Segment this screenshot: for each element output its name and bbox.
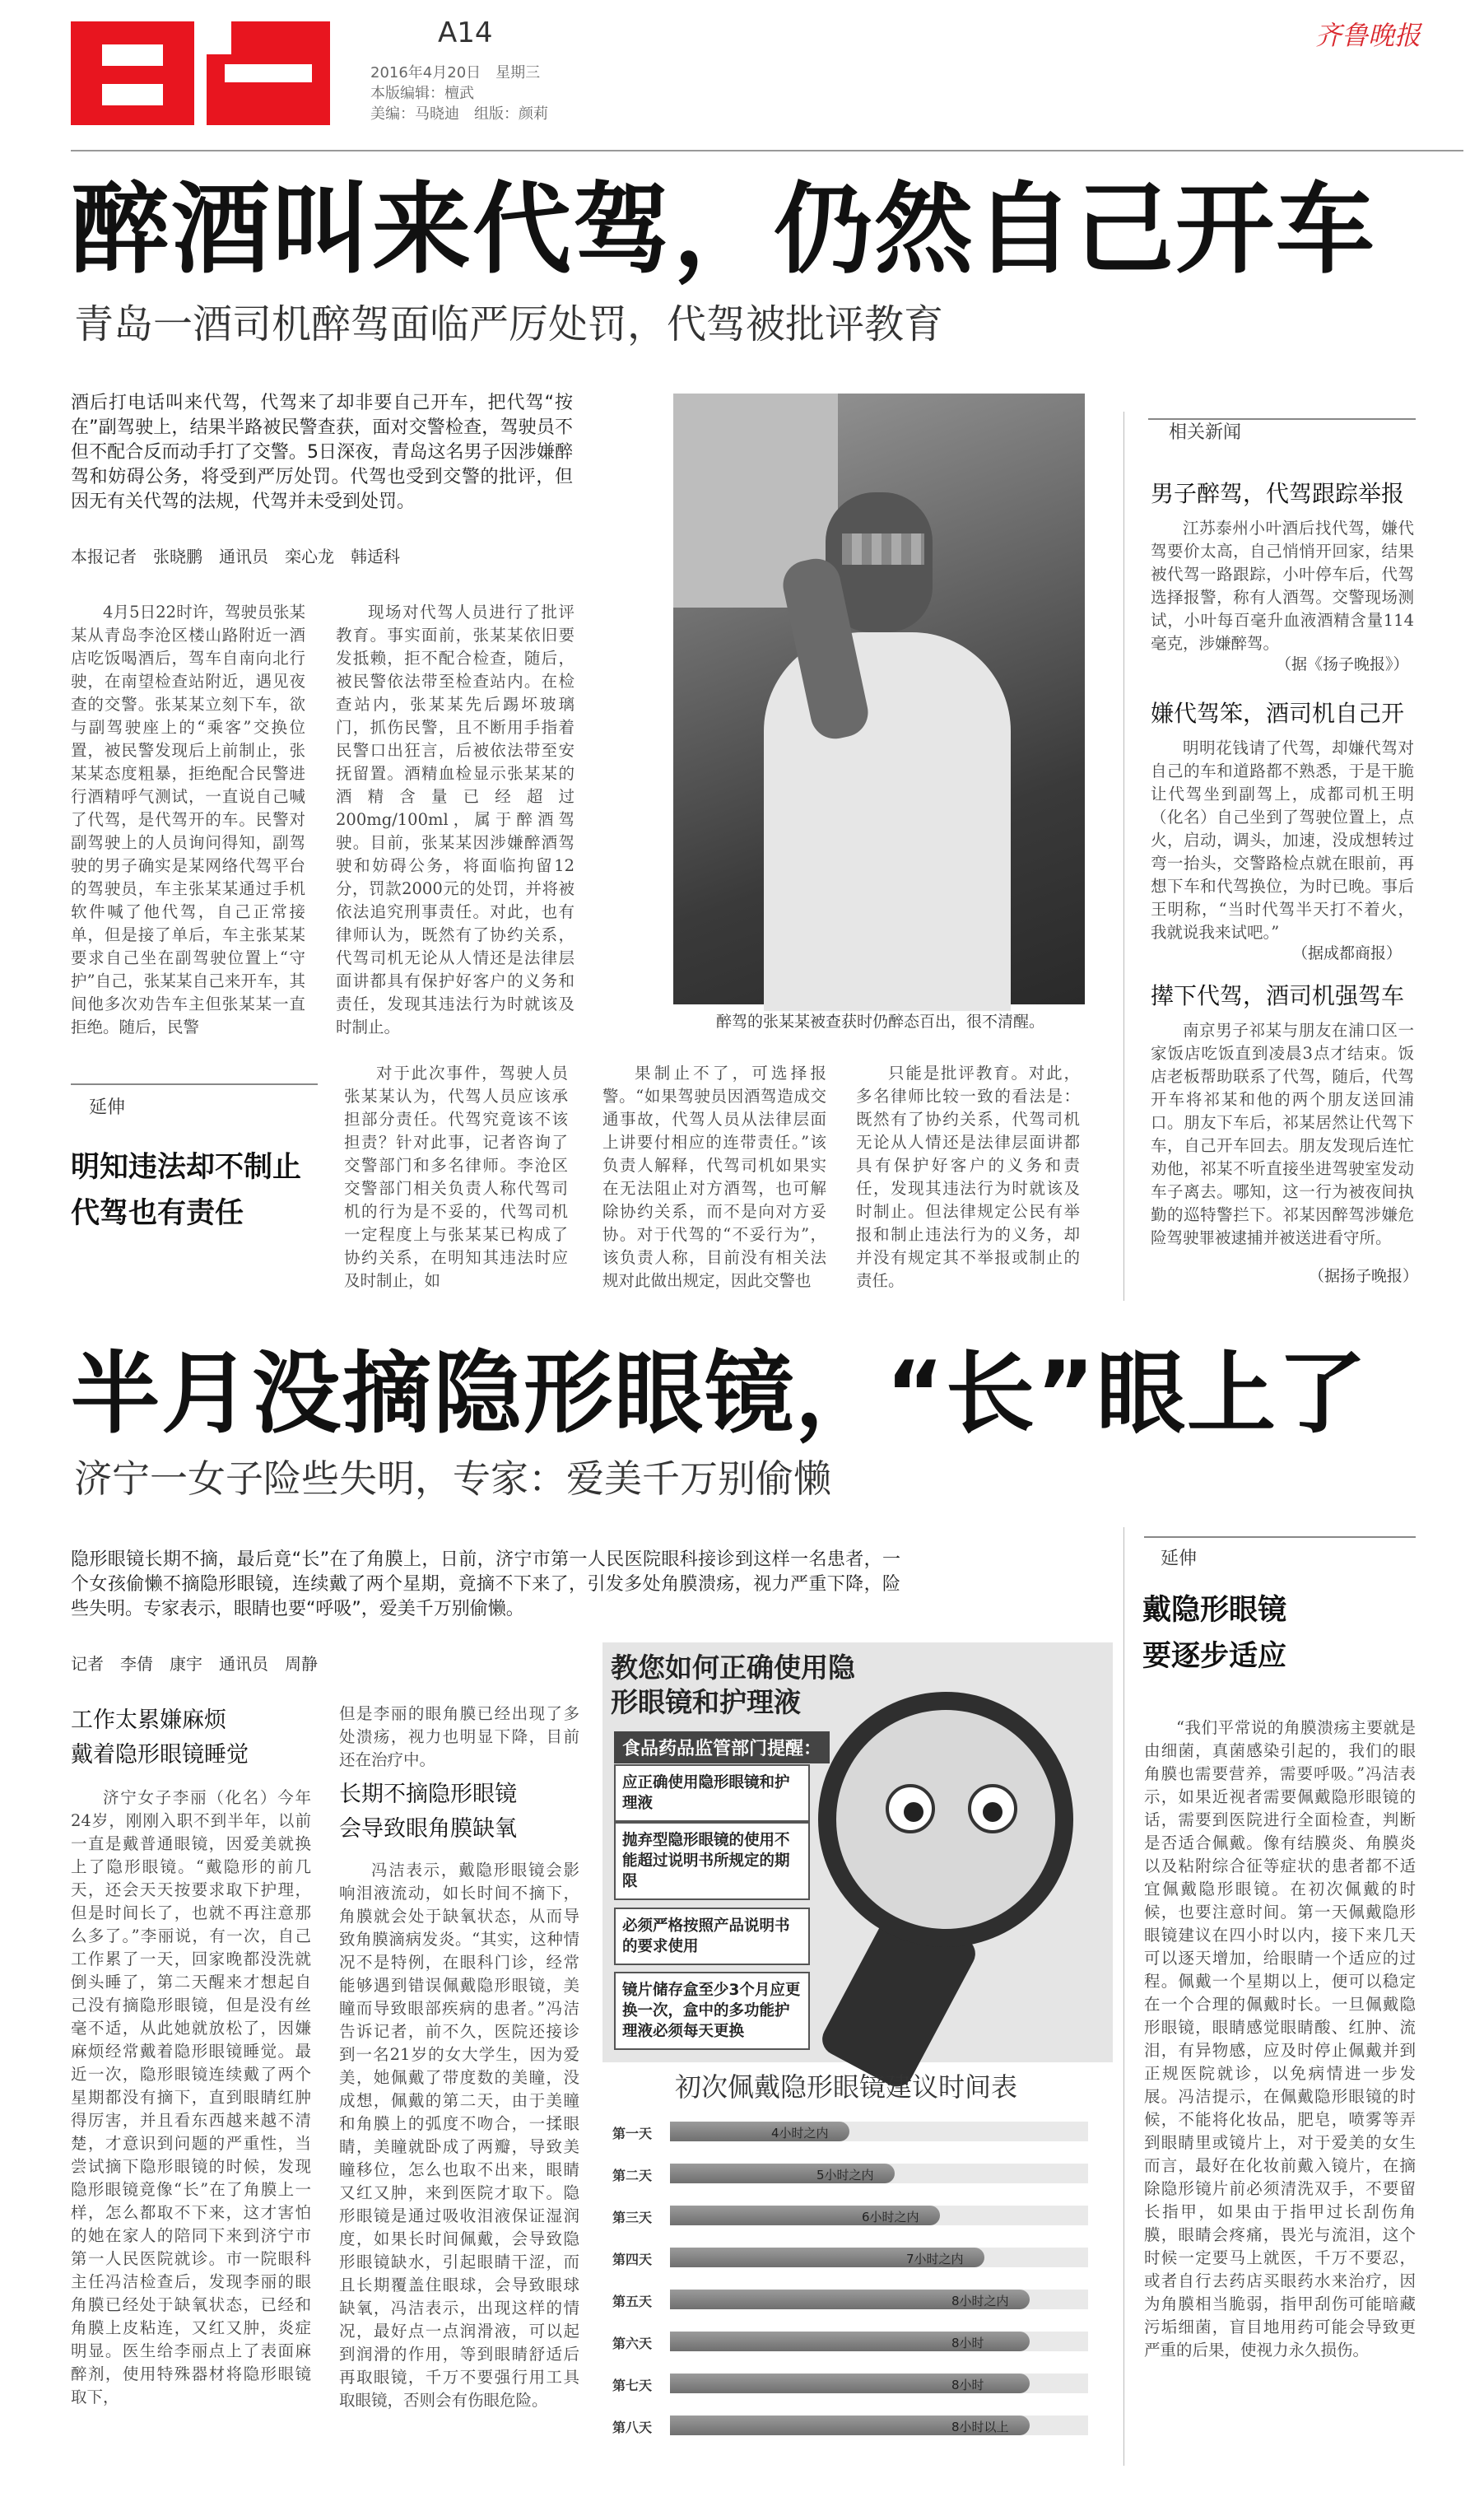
related-item-title: 撵下代驾，酒司机强驾车 bbox=[1151, 982, 1405, 1009]
bar-value-label: 8小时 bbox=[951, 2378, 984, 2392]
story1-column-3 bbox=[344, 1062, 568, 1334]
date-line: 2016年4月20日 星期三 bbox=[370, 64, 541, 82]
infographic-title bbox=[611, 1651, 855, 1720]
related-item-body bbox=[1151, 737, 1414, 943]
bar-category-label: 第八天 bbox=[612, 2420, 653, 2435]
infographic-tag: 食品药品监管部门提醒： bbox=[614, 1731, 830, 1763]
extension-top-rule bbox=[71, 1083, 318, 1085]
story2-lead: 隐形眼镜长期不摘，最后竟“长”在了角膜上，日前，济宁市第一人民医院眼科接诊到这样一名患者，一个女孩偷懒不摘隐形眼镜，连续戴了两个星期，竟摘不下来了，引发多处角膜溃疡，视力严重下降，险些失明。专家表示，眼睛也要“呼吸”，爱美千万别偷懒。 bbox=[71, 1549, 900, 1619]
related-item-title: 嫌代驾笨，酒司机自己开 bbox=[1151, 700, 1405, 727]
column-text: 4月5日22时许，驾驶员张某某从青岛李沧区楼山路附近一酒店吃饭喝酒后，驾车自南向北行驶，在南望检查站附近，遇见夜查的交警。张某某立刻下车，欲与副驾驶座上的“乘客”交换位置，被民警发现后上前制止，张某某态度粗暴，拒绝配合民警进行酒精呼气测试，一直说自己喊了代驾，是代驾开的车。民警对副驾驶上的人员询问得知，副驾驶的男子确实是某网络代驾平台的驾驶员，车主张某某通过手机软件喊了他代驾，自己正常接单，但是接了单后，车主张某某要求自己坐在副驾驶位置上“守护”自己，张某某自己来开车，其间他多次劝告车主但张某某一直拒绝。随后，民警 bbox=[71, 603, 305, 1037]
page-number: A14 bbox=[438, 16, 493, 49]
related-label: 相关新闻 bbox=[1169, 422, 1242, 443]
story2-column-2-top bbox=[339, 1703, 579, 1778]
extension-label: 延伸 bbox=[1161, 1549, 1198, 1569]
story1-subhead: 青岛一酒司机醉驾面临严厉处罚，代驾被批评教育 bbox=[74, 301, 944, 347]
editor-line: 本版编辑：檀武 bbox=[370, 85, 474, 102]
infographic-title-line2: 形眼镜和护理液 bbox=[611, 1686, 801, 1718]
sidebar-divider bbox=[1123, 1527, 1124, 2466]
story1-byline: 本报记者 张晓鹏 通讯员 栾心龙 韩适科 bbox=[71, 547, 400, 566]
news-photo-drunk-driver bbox=[673, 394, 1085, 1004]
story2-byline: 记者 李倩 康宇 通讯员 周静 bbox=[71, 1654, 318, 1674]
story2-section1-title-line2: 戴着隐形眼镜睡觉 bbox=[71, 1742, 249, 1768]
extension-title-line2: 要逐步适应 bbox=[1142, 1640, 1287, 1673]
column-text: 江苏泰州小叶酒后找代驾，嫌代驾要价太高，自己悄悄开回家，结果被代驾一路跟踪，小叶停车后，代驾选择报警，称有人酒驾。交警现场测试，小叶每百毫升血液酒精含量114毫克，涉嫌醉驾。 bbox=[1151, 519, 1414, 653]
bar-category-label: 第五天 bbox=[612, 2294, 653, 2309]
related-item-source: （据《扬子晚报》） bbox=[1276, 655, 1409, 673]
column-text: 南京男子祁某与朋友在浦口区一家饭店吃饭直到凌晨3点才结束。饭店老板帮助联系了代驾，随后，代驾开车将祁某和他的两个朋友送回浦口。朋友下车后，祁某居然让代驾下车，自己开车回去。朋友发现后连忙劝他，祁某不听直接坐进驾驶室发动车子离去。哪知，这一行为被夜间执勤的巡特警拦下。祁某因醉驾涉嫌危险驾驶罪被逮捕并被送进看守所。 bbox=[1151, 1021, 1414, 1247]
column-text: 但是李丽的眼角膜已经出现了多处溃疡，视力也明显下降，目前还在治疗中。 bbox=[339, 1704, 579, 1769]
masthead-divider bbox=[71, 150, 1463, 151]
bar-category-label: 第四天 bbox=[612, 2252, 653, 2267]
magnifier-lens-icon bbox=[818, 1692, 1073, 1947]
masthead-meta bbox=[370, 63, 548, 124]
extension-label: 延伸 bbox=[89, 1097, 126, 1118]
story2-section2-title-line1: 长期不摘隐形眼镜 bbox=[339, 1782, 517, 1807]
story1-column-1 bbox=[71, 601, 305, 1037]
bar-value-label: 6小时之内 bbox=[862, 2210, 919, 2224]
extension-title-line2: 代驾也有责任 bbox=[71, 1197, 244, 1230]
story2-section2-title-line2: 会导致眼角膜缺氧 bbox=[339, 1816, 517, 1842]
column-text: 对于此次事件，驾驶人员张某某认为，代驾人员应该承担部分责任。代驾究竟该不该担责？针对此事，记者咨询了交警部门和多名律师。李沧区交警部门相关负责人称代驾司机的行为是不妥的，代驾司机一定程度上与张某某已构成了协约关系，在明知其违法时应及时制止，如 bbox=[344, 1064, 568, 1290]
story2-subhead: 济宁一女子险些失明，专家：爱美千万别偷懒 bbox=[74, 1456, 831, 1501]
story1-column-5 bbox=[856, 1062, 1080, 1334]
bar-category-label: 第三天 bbox=[612, 2210, 653, 2225]
bar-value-label: 8小时之内 bbox=[951, 2294, 1009, 2308]
bar-value-label: 4小时之内 bbox=[771, 2126, 829, 2141]
story1-column-4 bbox=[602, 1062, 826, 1334]
extension-body bbox=[1144, 1717, 1416, 2457]
design-line: 美编：马晓迪 组版：颜莉 bbox=[370, 105, 548, 123]
section-logo-glyph bbox=[207, 21, 330, 125]
infographic-contact-lens-tips bbox=[602, 1642, 1113, 2062]
photo-mosaic-blur bbox=[842, 533, 924, 565]
extension-top-rule bbox=[1144, 1536, 1416, 1538]
newspaper-brand: 齐鲁晚报 bbox=[1315, 20, 1421, 51]
bar-category-label: 第七天 bbox=[612, 2378, 653, 2393]
infographic-tip: 必须严格按照产品说明书的要求使用 bbox=[614, 1908, 810, 1965]
chart-title: 初次佩戴隐形眼镜建议时间表 bbox=[675, 2071, 1018, 2103]
wear-time-bar-chart bbox=[602, 2112, 1113, 2457]
column-text: 明明花钱请了代驾，却嫌代驾对自己的车和道路都不熟悉，于是干脆让代驾坐到副驾上，成都司机王明（化名）自己坐到了驾驶位置上，点火，启动，调头，加速，没成想转过弯一抬头，交警路检点就在眼前，再想下车和代驾换位，为时已晚。事后王明称，“当时代驾半天打不着火，我就说我来试吧。” bbox=[1151, 738, 1414, 942]
photo-caption: 醉驾的张某某被查获时仍醉态百出，很不清醒。 bbox=[716, 1013, 1045, 1031]
bar-value-label: 7小时之内 bbox=[906, 2252, 964, 2266]
bar-category-label: 第二天 bbox=[612, 2168, 653, 2183]
infographic-title-line1: 教您如何正确使用隐 bbox=[611, 1651, 855, 1684]
related-item-body bbox=[1151, 1019, 1414, 1266]
story2-headline: 半月没摘隐形眼镜，“长”眼上了 bbox=[71, 1343, 1368, 1446]
cartoon-eye-icon bbox=[886, 1784, 935, 1833]
related-item-source: （据扬子晚报） bbox=[1309, 1267, 1419, 1285]
related-item-body bbox=[1151, 517, 1414, 653]
story1-headline: 醉酒叫来代驾，仍然自己开车 bbox=[71, 173, 1376, 287]
story2-column-1 bbox=[71, 1787, 311, 2457]
column-text: 果制止不了，可选择报警。“如果驾驶员因酒驾造成交通事故，代驾人员从法律层面上讲要付相应的连带责任。”该负责人解释，代驾司机如果实在无法阻止对方酒驾，也可解除协约关系，而不是向对方妥协。对于代驾的“不妥行为”，该负责人称，目前没有相关法规对此做出规定，因此交警也 bbox=[602, 1064, 826, 1290]
column-text: 济宁女子李丽（化名）今年24岁，刚刚入职不到半年，以前一直是戴普通眼镜，因爱美就换上了隐形眼镜。“戴隐形的前几天，还会天天按要求取下护理，但是时间长了，也就不再注意那么多了。”李丽说，有一次，自己工作累了一天，回家晚都没洗就倒头睡了，第二天醒来才想起自己没有摘隐形眼镜，但是没有丝毫不适，从此她就放松了，因嫌麻烦经常戴着隐形眼镜睡觉。最近一次，隐形眼镜连续戴了两个星期都没有摘下，直到眼睛红肿得厉害，并且看东西越来越不清楚，才意识到问题的严重性，当尝试摘下隐形眼镜的时候，发现隐形眼镜竟像“长”在了角膜上一样，怎么都取不下来，这才害怕的她在家人的陪同下来到济宁市第一人民医院就诊。市一院眼科主任冯洁检查后，发现李丽的眼角膜已经处于缺氧状态，已经和角膜上皮粘连，又红又肿，炎症明显。医生给李丽点上了表面麻醉剂，使用特殊器材将隐形眼镜取下， bbox=[71, 1788, 311, 2406]
bar-category-label: 第一天 bbox=[612, 2126, 653, 2141]
bar-value-label: 8小时 bbox=[951, 2336, 984, 2350]
pupil-icon bbox=[983, 1802, 1003, 1822]
column-text: 只能是批评教育。对此，多名律师比较一致的看法是：既然有了协约关系，代驾司机无论从人情还是法律层面讲都具有保护好客户的义务和责任，发现其违法行为时就该及时制止。但法律规定公民有举报和制止违法行为的义务，却并没有规定其不举报或制止的责任。 bbox=[856, 1064, 1080, 1290]
column-text: “我们平常说的角膜溃疡主要就是由细菌，真菌感染引起的，我们的眼角膜也需要营养，需要呼吸。”冯洁表示，如果近视者需要佩戴隐形眼镜的话，需要到医院进行全面检查，判断是否适合佩戴。像有结膜炎、角膜炎以及粘附综合征等症状的患者都不适宜佩戴隐形眼镜。在初次佩戴的时候，也要注意时间。第一天佩戴隐形眼镜建议在四小时以内，接下来几天可以逐天增加，给眼睛一个适应的过程。佩戴一个星期以上，便可以稳定在一个合理的佩戴时长。一旦佩戴隐形眼镜，眼睛感觉眼睛酸、红肿、流泪，有异物感，应及时停止佩戴并到正规医院就诊，以免病情进一步发展。冯洁提示，在佩戴隐形眼镜的时候，不能将化妆品，肥皂，喷雾等弄到眼睛里或镜片上，对于爱美的女生而言，最好在化妆前戴入镜片，在摘除隐形镜片前必须清洗双手，不要留长指甲，如果由于指甲过长刮伤角膜，眼睛会疼痛，畏光与流泪，这个时候一定要马上就医，千万不要忍，或者自行去药店买眼药水来治疗，因为角膜相当脆弱，指甲刮伤可能暗藏污垢细菌，盲目地用药可能会导致更严重的后果，使视力永久损伤。 bbox=[1144, 1718, 1416, 2360]
story2-section1-title-line1: 工作太累嫌麻烦 bbox=[71, 1707, 226, 1733]
infographic-tip: 镜片储存盒至少3个月应更换一次，盒中的多功能护理液必须每天更换 bbox=[614, 1972, 810, 2050]
related-item-title: 男子醉驾，代驾跟踪举报 bbox=[1151, 480, 1405, 507]
column-text: 冯洁表示，戴隐形眼镜会影响泪液流动，如长时间不摘下，角膜就会处于缺氧状态，从而导致角膜滴病发炎。“其实，这种情况不是特例，在眼科门诊，经常能够遇到错误佩戴隐形眼镜，美瞳而导致眼部疾病的患者。”冯洁告诉记者，前不久，医院还接诊到一名21岁的女大学生，因为爱美，她佩戴了带度数的美瞳，没成想，佩戴的第二天，由于美瞳和角膜上的弧度不吻合，一揉眼睛，美瞳就卧成了两瓣，导致美瞳移位，怎么也取不出来，眼睛又红又肿，来到医院才取下。隐形眼镜是通过吸收泪液保证湿润度，如果长时间佩戴，会导致隐形眼镜缺水，引起眼睛干涩，而且长期覆盖住眼球，会导致眼球缺氧，冯洁表示，出现这样的情况，最好点一点润滑液，可以起到润滑的作用，等到眼睛舒适后再取眼镜，千万不要强行用工具取眼镜，否则会有伤眼危险。 bbox=[339, 1861, 579, 2410]
sidebar-divider bbox=[1123, 412, 1124, 1301]
column-text: 现场对代驾人员进行了批评教育。事实面前，张某某依旧要发抵赖，拒不配合检查，随后，被民警依法带至检查站内。在检查站内，张某某先后踢坏玻璃门，抓伤民警，且不断用手指着民警口出狂言，后被依法带至安抚留置。酒精血检显示张某某的酒精含量已经超过200mg/100ml，属于醉酒驾驶。目前，张某某因涉嫌醉酒驾驶和妨碍公务，将面临拘留12分，罚款2000元的处罚，并将被依法追究刑事责任。对此，也有律师认为，既然有了协约关系，代驾司机无论从人情还是法律层面讲都具有保护好客户的义务和责任，发现其违法行为时就该及时制止。 bbox=[336, 603, 575, 1037]
extension-title-line1: 明知违法却不制止 bbox=[71, 1151, 302, 1184]
bar-value-label: 8小时以上 bbox=[951, 2420, 1009, 2434]
infographic-tip: 应正确使用隐形眼镜和护理液 bbox=[614, 1764, 810, 1822]
section-logo-glyph bbox=[71, 21, 194, 125]
photo-figure-shirt bbox=[764, 632, 1011, 1011]
bar-value-label: 5小时之内 bbox=[816, 2168, 874, 2183]
story2-column-2 bbox=[339, 1859, 579, 2457]
infographic-tip: 抛弃型隐形眼镜的使用不能超过说明书所规定的期限 bbox=[614, 1822, 810, 1900]
cartoon-eye-icon bbox=[968, 1784, 1017, 1833]
story1-column-2 bbox=[336, 601, 575, 1037]
extension-title-line1: 戴隐形眼镜 bbox=[1142, 1594, 1287, 1627]
bar-category-label: 第六天 bbox=[612, 2336, 653, 2351]
related-item-source: （据成都商报） bbox=[1292, 944, 1403, 962]
story1-lead: 酒后打电话叫来代驾，代驾来了却非要自己开车，把代驾“按在”副驾驶上，结果半路被民警查获，面对交警检查，驾驶员不但不配合反而动手打了交警。5日深夜，青岛这名男子因涉嫌醉驾和妨碍公务，将受到严厉处罚。代驾也受到交警的批评，但因无有关代驾的法规，代驾并未受到处罚。 bbox=[71, 393, 573, 512]
pupil-icon bbox=[904, 1802, 923, 1822]
section-logo bbox=[71, 21, 334, 128]
